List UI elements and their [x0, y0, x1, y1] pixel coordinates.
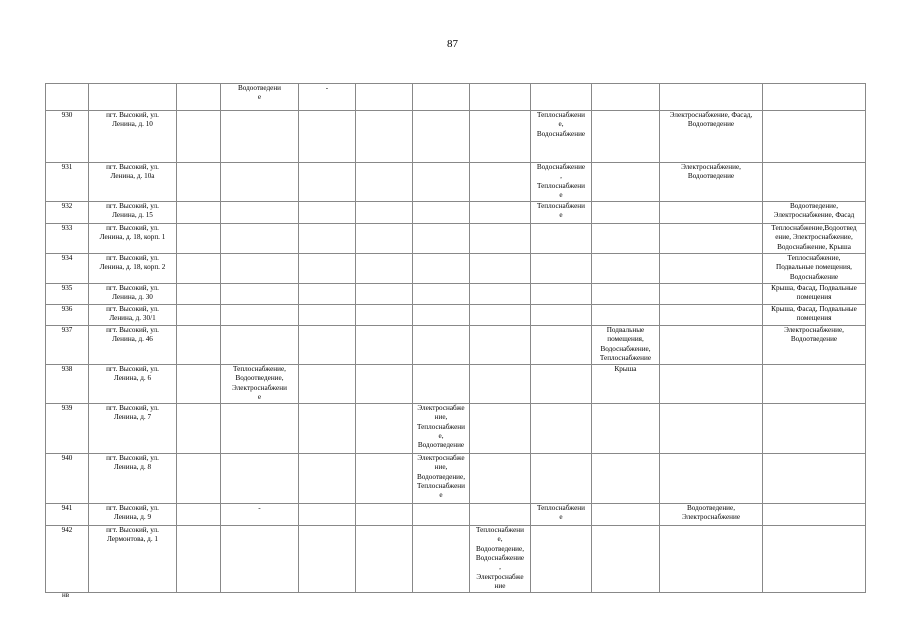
table-cell: [413, 504, 470, 526]
address-cell: пгт. Высокий, ул. Ленина, д. 10а: [89, 163, 177, 202]
table-cell: Теплоснабжение,Водоотвед ение, Электроснабжение, Водоснабжение, Крыша: [763, 224, 866, 254]
footer-text: нв: [62, 591, 70, 599]
row-number: 942: [46, 526, 89, 593]
table-cell: [413, 526, 470, 593]
table-cell: [299, 305, 356, 326]
table-cell: Водоснабжение , Теплоснабжени е: [531, 163, 592, 202]
table-cell: [763, 504, 866, 526]
table-cell: [592, 284, 660, 305]
table-cell: [299, 326, 356, 365]
table-row: [46, 404, 866, 454]
table-cell: [592, 404, 660, 454]
table-cell: [413, 284, 470, 305]
table-cell: [299, 224, 356, 254]
table-row: [46, 305, 866, 326]
table-row: [46, 254, 866, 284]
row-number: 931: [46, 163, 89, 202]
table-cell: [413, 254, 470, 284]
table-row: [46, 111, 866, 163]
table-cell: Подвальные помещения, Водоснабжение, Теплоснабжение: [592, 326, 660, 365]
table-cell: [356, 454, 413, 504]
address-cell: пгт. Высокий, ул. Ленина, д. 9: [89, 504, 177, 526]
table-cell: Водоотведение, Электроснабжение, Фасад: [763, 202, 866, 224]
table-cell: [177, 254, 221, 284]
address-cell: пгт. Высокий, ул. Ленина, д. 30: [89, 284, 177, 305]
table-cell: [177, 305, 221, 326]
table-cell: [413, 305, 470, 326]
table-cell: [763, 163, 866, 202]
work-schedule-table: [45, 83, 866, 593]
table-cell: [660, 526, 763, 593]
table-cell: [660, 404, 763, 454]
table-cell: [660, 224, 763, 254]
table-cell: [413, 202, 470, 224]
row-number: 930: [46, 111, 89, 163]
table-cell: [177, 224, 221, 254]
table-cell: [177, 326, 221, 365]
table-cell: Электроснабжение, Водоотведение: [763, 326, 866, 365]
table-cell: Водоотведени е: [221, 84, 299, 111]
table-cell: [660, 454, 763, 504]
table-cell: [356, 504, 413, 526]
table-cell: [221, 454, 299, 504]
table-row: [46, 365, 866, 404]
address-cell: пгт. Высокий, ул. Ленина, д. 10: [89, 111, 177, 163]
table-cell: [660, 202, 763, 224]
table-row: [46, 84, 866, 111]
row-number: 941: [46, 504, 89, 526]
table-cell: [470, 284, 531, 305]
table-cell: [221, 202, 299, 224]
table-cell: -: [221, 504, 299, 526]
table-cell: Электроснабже ние, Водоотведение, Теплоснабжени е: [413, 454, 470, 504]
table-cell: Крыша, Фасад, Подвальные помещения: [763, 305, 866, 326]
table-cell: [592, 163, 660, 202]
table-cell: [592, 111, 660, 163]
table-cell: [177, 84, 221, 111]
table-cell: [177, 163, 221, 202]
table-cell: [299, 163, 356, 202]
table-cell: [221, 254, 299, 284]
table-cell: Водоотведение, Электроснабжение: [660, 504, 763, 526]
table-cell: [356, 202, 413, 224]
table-cell: [660, 365, 763, 404]
table-cell: [660, 305, 763, 326]
table-cell: [177, 404, 221, 454]
table-cell: [413, 163, 470, 202]
table-cell: [177, 111, 221, 163]
table-row: [46, 284, 866, 305]
table-cell: [531, 454, 592, 504]
row-number: 937: [46, 326, 89, 365]
table-cell: [531, 305, 592, 326]
row-number: 938: [46, 365, 89, 404]
table-cell: [356, 111, 413, 163]
table-cell: -: [299, 84, 356, 111]
table-cell: Электроснабже ние, Теплоснабжени е, Водоотведение: [413, 404, 470, 454]
table-cell: [531, 365, 592, 404]
table-cell: [592, 254, 660, 284]
page-number: 87: [447, 38, 458, 50]
table-cell: [299, 202, 356, 224]
table-cell: [177, 284, 221, 305]
address-cell: пгт. Высокий, ул. Ленина, д. 18, корп. 1: [89, 224, 177, 254]
table-cell: [660, 254, 763, 284]
table-cell: [470, 254, 531, 284]
table-row: [46, 202, 866, 224]
address-cell: пгт. Высокий, ул. Ленина, д. 6: [89, 365, 177, 404]
row-number: 936: [46, 305, 89, 326]
table-cell: [470, 404, 531, 454]
table-cell: [221, 284, 299, 305]
table-cell: [299, 526, 356, 593]
table-cell: [221, 224, 299, 254]
table-cell: Электроснабжение, Фасад, Водоотведение: [660, 111, 763, 163]
table-cell: [299, 404, 356, 454]
table-cell: [299, 504, 356, 526]
table-cell: [299, 365, 356, 404]
table-row: [46, 224, 866, 254]
table-cell: [470, 224, 531, 254]
row-number: 935: [46, 284, 89, 305]
table-cell: [660, 284, 763, 305]
table-cell: Крыша: [592, 365, 660, 404]
table-cell: [221, 326, 299, 365]
table-cell: [531, 526, 592, 593]
table-cell: [470, 504, 531, 526]
table-cell: [592, 454, 660, 504]
row-number: 939: [46, 404, 89, 454]
table-cell: Теплоснабжение, Подвальные помещения, Водоснабжение: [763, 254, 866, 284]
table-cell: [356, 526, 413, 593]
table-cell: [531, 284, 592, 305]
table-cell: [470, 111, 531, 163]
table-cell: [470, 326, 531, 365]
table-row: [46, 326, 866, 365]
table-cell: [356, 326, 413, 365]
table-cell: [470, 305, 531, 326]
table-cell: [413, 326, 470, 365]
table-cell: [413, 365, 470, 404]
table-cell: [531, 224, 592, 254]
row-number: 932: [46, 202, 89, 224]
table-cell: [531, 254, 592, 284]
table-cell: [592, 504, 660, 526]
address-cell: пгт. Высокий, ул. Ленина, д. 46: [89, 326, 177, 365]
address-cell: пгт. Высокий, ул. Ленина, д. 7: [89, 404, 177, 454]
table-cell: [356, 254, 413, 284]
table-cell: [763, 526, 866, 593]
table-cell: [592, 305, 660, 326]
table-cell: Крыша, Фасад, Подвальные помещения: [763, 284, 866, 305]
table-cell: [660, 326, 763, 365]
table-cell: [356, 404, 413, 454]
table-cell: [356, 163, 413, 202]
table-row: [46, 504, 866, 526]
table-cell: [221, 163, 299, 202]
table-cell: Теплоснабжени е: [531, 202, 592, 224]
address-cell: пгт. Высокий, ул. Ленина, д. 30/1: [89, 305, 177, 326]
table-cell: Теплоснабжени е, Водоснабжение: [531, 111, 592, 163]
table-cell: [299, 254, 356, 284]
table-cell: [763, 365, 866, 404]
table-cell: [356, 305, 413, 326]
table-cell: [592, 202, 660, 224]
table-cell: [531, 326, 592, 365]
table-cell: [763, 404, 866, 454]
table-cell: Электроснабжение, Водоотведение: [660, 163, 763, 202]
table-row: [46, 526, 866, 593]
table-cell: [763, 111, 866, 163]
table-cell: [413, 224, 470, 254]
table-cell: [177, 454, 221, 504]
table-cell: [177, 365, 221, 404]
table-cell: [470, 202, 531, 224]
table-cell: [356, 365, 413, 404]
row-number: 940: [46, 454, 89, 504]
table-row: [46, 454, 866, 504]
row-number: 933: [46, 224, 89, 254]
table-cell: [470, 365, 531, 404]
address-cell: пгт. Высокий, ул. Ленина, д. 18, корп. 2: [89, 254, 177, 284]
table-cell: [413, 111, 470, 163]
table-cell: [221, 111, 299, 163]
table-cell: [177, 526, 221, 593]
table-cell: [299, 111, 356, 163]
table-cell: [356, 284, 413, 305]
address-cell: пгт. Высокий, ул. Лермонтова, д. 1: [89, 526, 177, 593]
table-cell: Теплоснабжени е: [531, 504, 592, 526]
table-cell: [221, 305, 299, 326]
table-cell: Теплоснабжени е, Водоотведение, Водоснабжение , Электроснабже ние: [470, 526, 531, 593]
table-cell: [763, 454, 866, 504]
table-cell: [177, 202, 221, 224]
table-cell: [221, 526, 299, 593]
address-cell: пгт. Высокий, ул. Ленина, д. 8: [89, 454, 177, 504]
table-cell: Теплоснабжение, Водоотведение, Электроснабжени е: [221, 365, 299, 404]
table-cell: [592, 526, 660, 593]
table-cell: [470, 163, 531, 202]
table-cell: [299, 454, 356, 504]
table-cell: [531, 404, 592, 454]
row-number: 934: [46, 254, 89, 284]
table-cell: [299, 284, 356, 305]
table-cell: [592, 224, 660, 254]
table-cell: [177, 504, 221, 526]
table-row: [46, 163, 866, 202]
table-cell: [356, 224, 413, 254]
table-cell: [470, 454, 531, 504]
address-cell: пгт. Высокий, ул. Ленина, д. 15: [89, 202, 177, 224]
table-cell: [221, 404, 299, 454]
